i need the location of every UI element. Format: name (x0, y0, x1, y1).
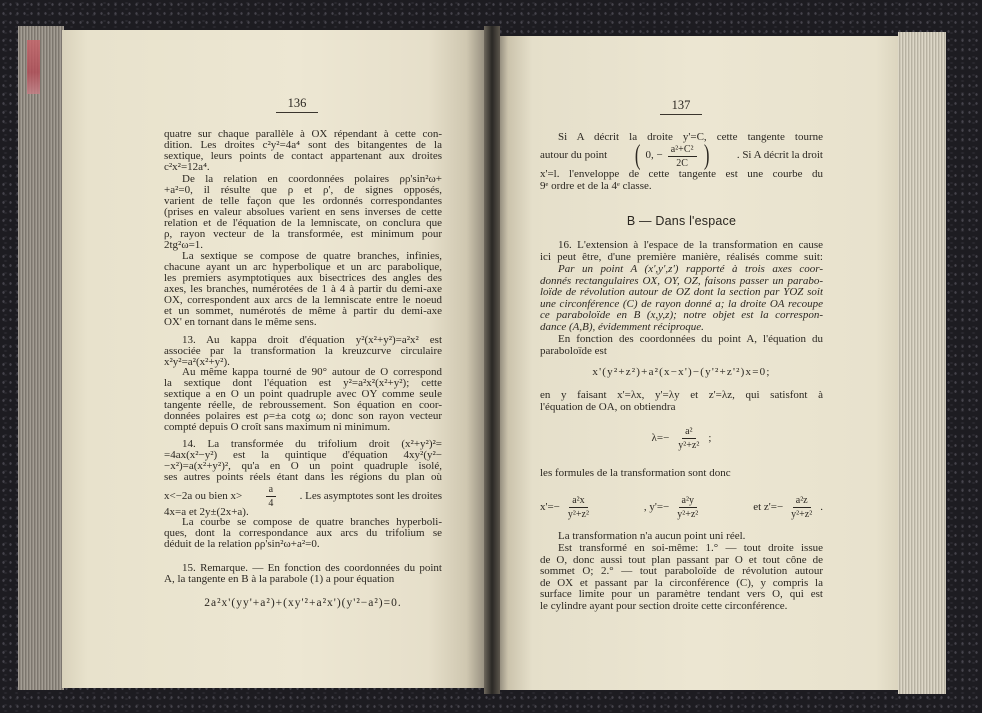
text-line: axes, les branches, numérotées de 1 à 4 à partir du demi-axe (164, 284, 442, 295)
equation: 2a²x'(yy'+a²)+(xy'²+a²x')(y'²−a²)=0. (204, 597, 402, 609)
right-page-edges (898, 32, 946, 694)
text-line: ques, dont la correspondance aux arcs du trifolium se (164, 528, 442, 539)
text-segment: x'=− (540, 501, 560, 513)
text-line: paraboloïde est (540, 345, 607, 357)
text-line: relation et de l'équation de la lemniscate, on conclura que (164, 218, 442, 229)
text-line: c²x²=12a⁴. (164, 162, 210, 173)
text-segment: . (820, 501, 823, 513)
red-stamp-mark (27, 40, 40, 94)
text-line: ρ, rayon vecteur de la transformée, est minimum pour (164, 229, 442, 240)
text-line: loïde de révolution autour de OZ dont la section par YOZ soit (540, 287, 823, 299)
fraction (675, 426, 702, 451)
text-line: La courbe se compose de quatre branches hyperboli- (182, 517, 442, 528)
text-segment: et z'=− (753, 501, 784, 513)
paragraph (164, 129, 442, 173)
paragraph (164, 174, 442, 251)
text-line: la sextique dont l'équation est y²=a²x²(x²+y²); cette (164, 378, 442, 389)
text-line: sommet O; 2.° — tout paraboloïde de révolution autour (540, 566, 823, 578)
text-line: et un sommet, numérotés de même à partir du demi-axe (164, 306, 442, 317)
fraction-numerator: a (266, 484, 276, 497)
paragraph (164, 517, 442, 550)
fraction-numerator: a²z (793, 495, 811, 508)
text-line: En fonction des coordonnées du point A, l'équation du (558, 334, 823, 345)
paragraph (164, 251, 442, 328)
text-line: associée par la transformation la kreuzcurve circulaire (164, 346, 442, 357)
text-line: dition. Les droites c²y²=4a⁴ sont des bitangentes de la (164, 140, 442, 151)
section-heading: B — Dans l'espace (626, 214, 737, 228)
text-line: sextique a en O un point quadruple avec OY comme seule (164, 389, 442, 400)
fraction (668, 144, 697, 169)
open-parenthesis: ( (635, 140, 641, 171)
fraction-numerator: a²x (569, 495, 587, 508)
formula-x (540, 495, 594, 520)
paragraph (540, 390, 823, 413)
page-number: 136 (276, 96, 318, 113)
fraction-denominator: y²+z² (567, 508, 589, 520)
text-segment: . Les asymptotes sont les droites (299, 489, 442, 502)
page-number: 137 (660, 98, 702, 115)
text-line: =4ax(x²−y²) est la quintique d'équation 4xy²(y²− (164, 450, 442, 461)
paragraph (540, 169, 823, 192)
paragraph-section-13 (164, 335, 442, 368)
lambda-equation (540, 426, 823, 450)
paragraph-section-14 (164, 439, 442, 483)
paragraph (540, 531, 823, 543)
close-parenthesis: ) (703, 140, 709, 171)
text-line: 9ᵉ ordre et de la 4ᵉ classe. (540, 180, 652, 192)
transformation-formulas (540, 494, 823, 520)
fraction-denominator: y²+z² (677, 508, 699, 520)
fraction-line (164, 485, 442, 507)
left-page-edges (18, 26, 64, 690)
paragraph-section-16 (540, 240, 823, 263)
paragraph (164, 507, 442, 518)
formula-z (753, 495, 823, 520)
text-line: ses autres points réels étant dans les régions du plan où (164, 472, 442, 483)
fraction-denominator: 4 (268, 497, 274, 509)
text-line: chacune ayant un arc hyperbolique et un arc parabolique, (164, 262, 442, 273)
text-line: les formules de la transformation sont donc (540, 468, 731, 479)
fraction-denominator: y²+z² (791, 508, 813, 520)
paragraph-section-15 (164, 563, 442, 585)
text-line: déduit de la relation ρρ'sin²ω+a²=0. (164, 539, 320, 550)
text-line: A, la tangente en B à la parabole (1) a pour équation (164, 574, 395, 585)
text-line: varient de telle façon que les ordonnés correspondantes (164, 196, 442, 207)
text-line: 4x=a et 2y±(2x+a). (164, 506, 249, 518)
fraction (565, 495, 592, 520)
text-line: Si A décrit la droite y'=C, cette tangente tourne (558, 132, 823, 143)
fraction-numerator: a²y (679, 495, 697, 508)
text-line: donnés rectangulaires OX, OY, OZ, faisons passer un parabo- (540, 275, 823, 287)
text-segment: . Si A décrit la droit (736, 149, 823, 162)
text-line: une circonférence (C) de rayon donné a; la droite OA recoupe (540, 298, 823, 310)
paragraph (540, 132, 823, 144)
paragraph (540, 543, 823, 613)
text-line: tangente réelle, de rebroussement. Son équation en coor- (164, 400, 442, 411)
text-line: le cylindre ayant pour section droite cette circonférence. (540, 600, 788, 612)
text-segment: λ=− (651, 432, 670, 444)
text-segment: x<−2a ou bien x> (164, 489, 243, 502)
text-line: ici peut être, d'une première manière, réalisés comme suit: (540, 251, 823, 263)
text-line: Est transformé en soi-même: 1.° — tout droite issue (558, 543, 823, 554)
fraction (788, 495, 815, 520)
fraction-numerator: a² (682, 426, 695, 439)
fraction-numerator: a²+C² (668, 144, 697, 157)
text-line: OX, correspondent aux arcs de la lemniscate entre le noeud (164, 295, 442, 306)
text-line: compté depuis O croît sans maximum ni minimum. (164, 422, 391, 433)
paragraph-statement (540, 264, 823, 334)
book-spine-gutter (484, 26, 500, 694)
text-line: La sextique se compose de quatre branches, infinies, (182, 251, 442, 262)
point-coordinates (633, 140, 711, 171)
text-line: −x²)=a(x²+y²)², qu'a en O un point quadruple isolé, (164, 461, 442, 472)
text-line: données polaires est ρ=±a cotg ω; donc son rayon vecteur (164, 411, 442, 422)
text-line: l'équation de OA, on obtiendra (540, 401, 676, 413)
fraction-line (540, 140, 823, 171)
text-line: de OX et passant par la circonférence (C), y compris la (540, 577, 823, 589)
text-line: dance (A,B), évidemment réciproque. (540, 321, 704, 333)
text-line: 15. Remarque. — En fonction des coordonnées du point (182, 563, 442, 574)
text-segment: autour du point (540, 149, 608, 162)
paragraph (540, 334, 823, 357)
text-line: x²y²=a²(x²+y²). (164, 357, 230, 368)
text-line: 13. Au kappa droit d'équation y²(x²+y²)=a²x² est (182, 335, 442, 346)
paragraph (164, 367, 442, 433)
text-line: 2tg²ω=1. (164, 240, 204, 251)
text-segment: ; (708, 432, 712, 444)
text-line: quatre sur chaque parallèle à OX répendant à cette con- (164, 129, 442, 140)
text-line: OX' en tornant dans le même sens. (164, 317, 317, 328)
text-line: +a²=0, il résulte que ρ et ρ', de signes opposés, (164, 185, 442, 196)
fraction-denominator: y²+z² (678, 439, 700, 451)
text-line: surface limite pour un paramètre tendant vers O, qui est (540, 589, 823, 601)
fraction-denominator: 2C (676, 157, 688, 169)
fraction (265, 484, 276, 509)
text-line: x'=l. l'enveloppe de cette tangente est une courbe du (540, 169, 823, 180)
text-line: de O, donc aussi tout plan passant par O et tout cône de (540, 554, 823, 566)
text-line: Au même kappa tourné de 90° autour de O correspond (182, 367, 442, 378)
text-line: les premiers asymptotiques aux bisectrices des angles des (164, 273, 442, 284)
text-line: en y faisant x'=λx, y'=λy et z'=λz, qui satisfont à (540, 390, 823, 401)
formula-y (644, 495, 703, 520)
paragraph (540, 468, 823, 480)
text-line: 14. La transformée du trifolium droit (x²+y²)²= (182, 439, 442, 450)
fraction (674, 495, 701, 520)
text-line: De la relation en coordonnées polaires ρρ'sin²ω+ (182, 174, 442, 185)
text-line: sextique, leurs points de contact appartenant aux droites (164, 151, 442, 162)
text-line: La transformation n'a aucun point uni réel. (558, 531, 746, 542)
equation: x'(y²+z²)+a²(x−x')−(y'²+z'²)x=0; (592, 366, 771, 378)
text-line: (prises en valeur absolues varient en sens inverses de cette (164, 207, 442, 218)
text-segment: 0, − (645, 149, 663, 162)
text-segment: , y'=− (643, 501, 670, 513)
text-line: 16. L'extension à l'espace de la transformation en cause (558, 240, 823, 251)
text-line: ce paraboloïde en B (x,y,z); notre objet est la correspon- (540, 310, 823, 322)
text-line: Par un point A (x',y',z') rapporté à trois axes coor- (558, 264, 823, 275)
